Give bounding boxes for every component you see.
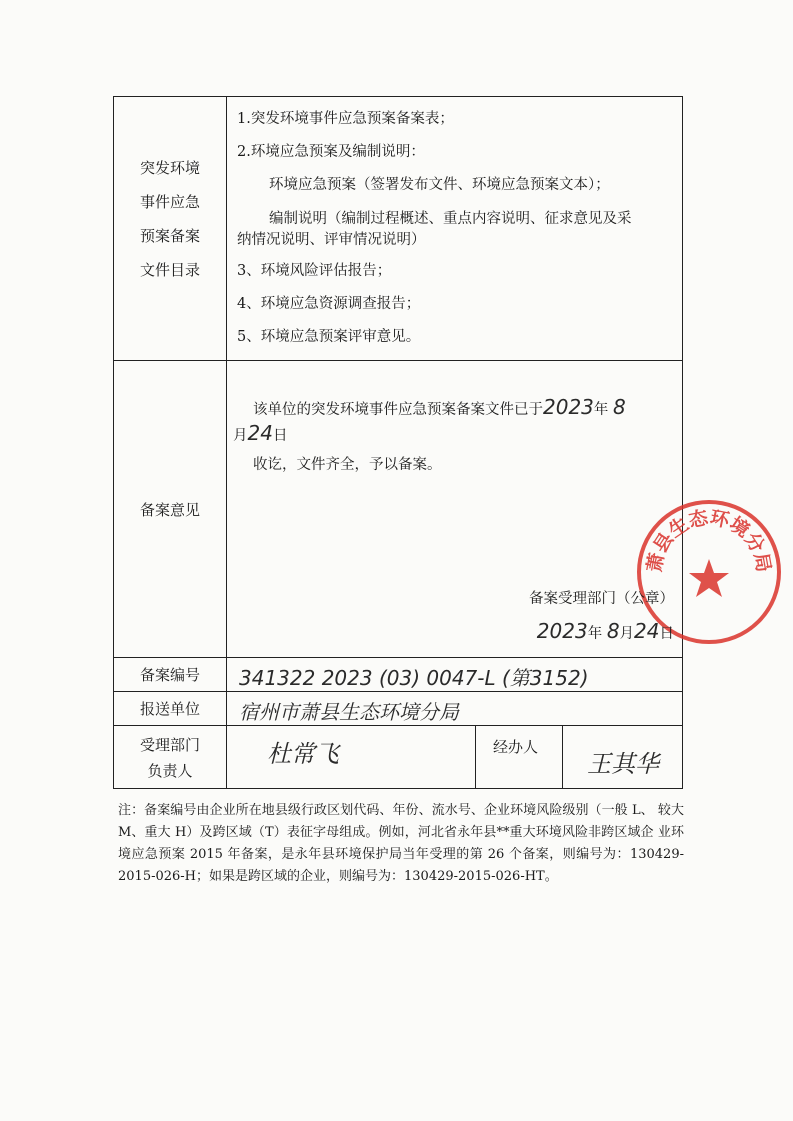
year-unit: 年 (593, 402, 609, 418)
handwritten-day: 24 (247, 421, 273, 445)
filing-form-table (113, 96, 775, 789)
record-number-label: 备案编号 (139, 666, 200, 684)
opinion-line-1 (253, 397, 674, 420)
opinion-text: 该单位的突发环境事件应急预案备案文件已于 (253, 402, 543, 418)
directory-item (237, 209, 672, 251)
handler-label: 经办人 (493, 738, 539, 756)
date-day-unit: 日 (659, 626, 674, 642)
opinion-line-2 (233, 421, 287, 445)
filing-date (537, 619, 674, 643)
submitter-value: 宿州市萧县生态环境分局 (239, 700, 459, 724)
directory-item: 4、环境应急资源调查报告； (237, 296, 421, 312)
submitter-label-cell (114, 692, 227, 726)
responsible-label-cell (114, 726, 227, 789)
directory-item: 5、环境应急预案评审意见。 (237, 329, 421, 345)
opinion-line-3: 收讫，文件齐全，予以备案。 (253, 457, 442, 473)
date-year: 2023 (536, 619, 588, 643)
handler-divider (475, 726, 476, 788)
submitter-cell (227, 692, 683, 726)
directory-item-line: 编制说明（编制过程概述、重点内容说明、征求意见及采 (269, 211, 632, 227)
handwritten-month: 8 (613, 395, 626, 419)
opinion-content-cell (227, 361, 775, 658)
handler-signature: 王其华 (587, 750, 659, 778)
opinion-label: 备案意见 (139, 500, 200, 519)
responsible-label-line: 受理部门 (139, 736, 200, 754)
date-day: 24 (634, 619, 660, 643)
directory-item: 2.环境应急预案及编制说明： (237, 144, 425, 160)
record-number-value: 341322 2023 (03) 0047-L (第3152) (239, 666, 589, 690)
responsible-label-line: 负责人 (147, 762, 193, 780)
responsible-cell (227, 726, 683, 789)
date-year-unit: 年 (587, 626, 603, 642)
day-unit: 日 (272, 428, 288, 444)
handwritten-year: 2023 (543, 395, 594, 419)
directory-label-line: 突发环境 (139, 159, 200, 177)
record-number-label-cell (114, 658, 227, 692)
date-month: 8 (606, 619, 620, 643)
date-month-unit: 月 (619, 626, 635, 642)
directory-item: 3、环境风险评估报告； (237, 263, 392, 279)
directory-label-line: 预案备案 (139, 227, 200, 245)
month-unit: 月 (233, 428, 248, 444)
filing-department: 备案受理部门（公章） (529, 591, 674, 607)
responsible-signature: 杜常飞 (267, 740, 339, 768)
submitter-label: 报送单位 (139, 700, 200, 718)
directory-content-cell (227, 97, 683, 361)
seal-text: 萧县生态环境分局 (643, 506, 775, 574)
directory-item: 1.突发环境事件应急预案备案表； (237, 111, 454, 127)
opinion-label-cell (114, 361, 227, 658)
footnote: 注：备案编号由企业所在地县级行政区划代码、年份、流水号、企业环境风险级别（一般 L、 较大 M、重大 H）及跨区域（T）表征字母组成。例如，河北省永年县**重大环境风险非跨区域企 业环境应急预案 2015 年备案，是永年县环境保护局当年受理的第 26 个备案，则编号为：130429-2015-026-H；如果是跨区域的企业，则编号为：130429-2015-026-HT。 (118, 803, 684, 884)
directory-label-line: 事件应急 (139, 193, 200, 211)
directory-item: 环境应急预案（签署发布文件、环境应急预案文本）； (269, 177, 610, 193)
record-number-cell (227, 658, 683, 692)
directory-label-line: 文件目录 (139, 261, 200, 279)
directory-label-cell (114, 97, 227, 361)
handler-divider (562, 726, 563, 788)
directory-item-line: 纳情况说明、评审情况说明） (237, 232, 426, 248)
